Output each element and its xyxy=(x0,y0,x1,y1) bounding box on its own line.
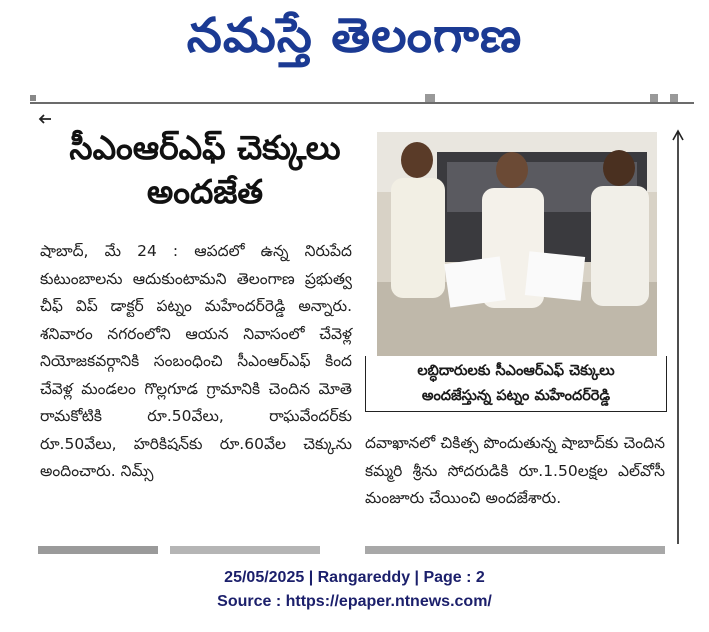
caption-line-1: లబ్ధిదారులకు సీఎంఆర్ఎఫ్ చెక్కులు xyxy=(417,363,615,379)
source-footer xyxy=(0,566,709,614)
news-clipping xyxy=(30,88,694,554)
newspaper-title: నమస్తే తెలంగాణ xyxy=(186,7,523,63)
caption-line-2: అందజేస్తున్న పట్నం మహేందర్‌రెడ్డి xyxy=(421,388,611,404)
article-body-column-1: షాబాద్, మే 24 : ఆపదలో ఉన్న నిరుపేద కుటుంబాలను ఆదుకుంటామని తెలంగాణ ప్రభుత్వ చీఫ్ విప్ డాక్టర్ పట్నం మహేందర్‌రెడ్డి అన్నారు. శనివారం నగరంలోని ఆయన నివాసంలో చేవెళ్ల నియోజకవర్గానికి సంబంధించి సీఎంఆర్ఎఫ్ కింద చేవెళ్ల మండలం గొల్లగూడ గ్రామానికి చెందిన మోతె రామకోటికి రూ.50వేలు, రాఘవేందర్‌కు రూ.50వేలు, హరికిషన్‌కు రూ.60వేల చెక్కును అందించారు. నిమ్స్ xyxy=(40,242,352,480)
footer-date-line: 25/05/2025 | Rangareddy | Page : 2 xyxy=(224,569,485,586)
photo-caption xyxy=(365,356,667,412)
arrow-left-icon xyxy=(38,112,52,126)
footer-source-line: Source : https://epaper.ntnews.com/ xyxy=(217,593,492,610)
adjacent-article-strip-bottom xyxy=(30,546,694,554)
adjacent-article-strip xyxy=(30,92,694,102)
headline-line-1: సీఎంఆర్ఎఫ్ చెక్కులు xyxy=(69,128,341,167)
headline-line-2: అందజేత xyxy=(146,172,264,211)
article-headline xyxy=(40,126,370,214)
masthead xyxy=(0,0,709,78)
top-rule xyxy=(30,102,694,104)
vertical-arrow-icon xyxy=(670,128,686,548)
article-body-column-2: దవాఖానలో చికిత్స పొందుతున్న షాబాద్‌కు చెందిన కమ్మరి శ్రీను సోదరుడికి రూ.1.50లక్షల ఎల్‌వోసీ మంజూరు చేయించి అందజేశారు. xyxy=(365,434,665,507)
news-photo xyxy=(377,132,657,357)
